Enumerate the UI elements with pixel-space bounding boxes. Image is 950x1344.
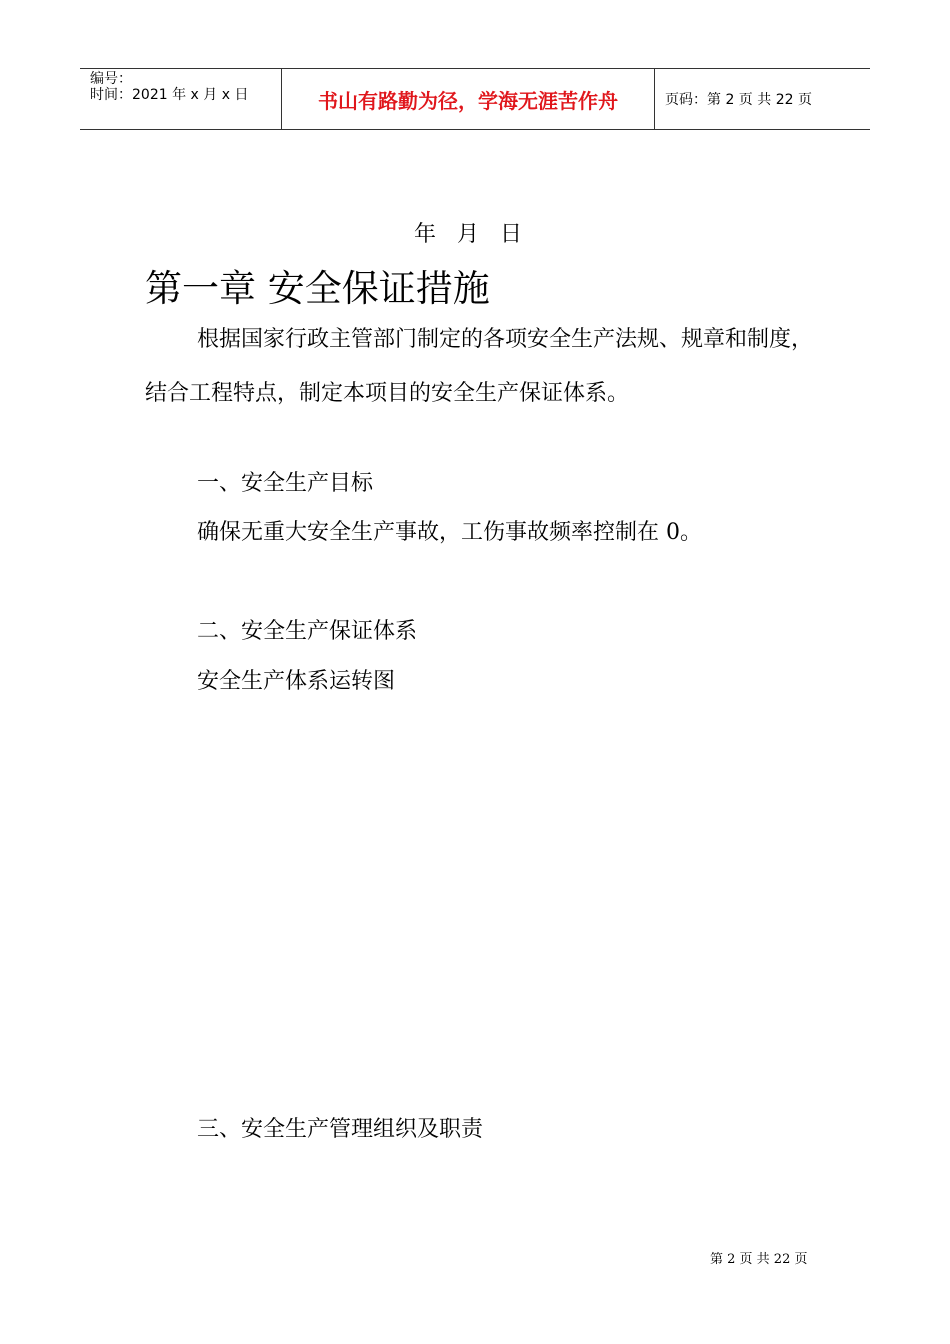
page-footer: 第 2 页 共 22 页 (710, 1252, 808, 1267)
header-motto: 书山有路勤为径，学海无涯苦作舟 (282, 69, 655, 129)
section-1-title: 一、安全生产目标 (197, 471, 374, 496)
section-2-text: 安全生产体系运转图 (197, 669, 396, 694)
section-1-text: 确保无重大安全生产事故，工伤事故频率控制在 0。 (197, 520, 702, 545)
document-time-label: 时间：2021 年 x 月 x 日 (90, 87, 249, 103)
date-line: 年月日 (414, 222, 544, 247)
intro-text: 根据国家行政主管部门制定的各项安全生产法规、规章和制度，结合工程特点，制定本项目的安全生产保证体系。 (145, 327, 814, 406)
page-header (80, 68, 870, 130)
chapter-title: 第一章 安全保证措施 (145, 267, 490, 310)
document-number-label: 编号： (90, 71, 132, 87)
header-meta (80, 69, 282, 129)
section-3-title: 三、安全生产管理组织及职责 (197, 1117, 484, 1142)
intro-paragraph (145, 313, 825, 421)
header-page-number: 页码：第 2 页 共 22 页 (665, 92, 812, 108)
section-2-title: 二、安全生产保证体系 (197, 619, 418, 644)
